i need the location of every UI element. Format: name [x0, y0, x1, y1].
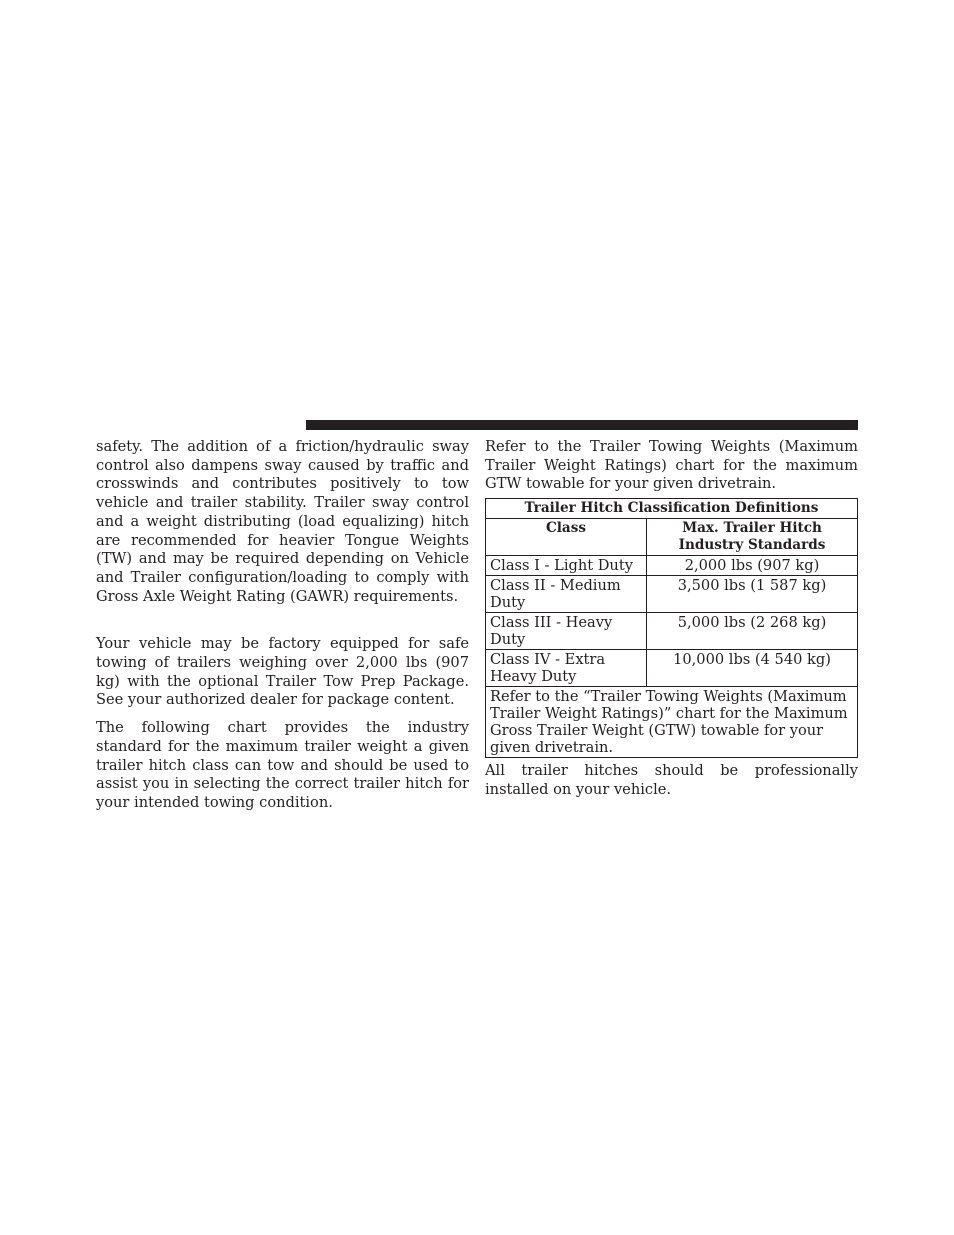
paragraph-professional-install: All trailer hitches should be professionally installed on your vehicle. [485, 762, 858, 798]
max-weight-cell: 10,000 lbs (4 540 kg) [647, 650, 858, 687]
max-weight-cell: 3,500 lbs (1 587 kg) [647, 576, 858, 613]
table-title-row [486, 499, 858, 519]
header-bar [306, 420, 858, 430]
paragraph-sway-control: safety. The addition of a friction/hydraulic sway control also dampens sway caused by traffic and crosswinds and contributes positively to tow vehicle and trailer stability. Trailer sway control and a weight distributing (load equalizing) hitch are recommended for heavier Tongue Weights (TW) and may be required depending on Vehicle and Trailer configuration/loading to comply with Gross Axle Weight Rating (GAWR) requirements. [96, 438, 469, 605]
left-column [96, 438, 469, 813]
column-header-max: Max. Trailer Hitch Industry Standards [647, 519, 858, 556]
class-cell: Class I - Light Duty [486, 556, 647, 576]
class-cell: Class III - Heavy Duty [486, 613, 647, 650]
max-weight-cell: 5,000 lbs (2 268 kg) [647, 613, 858, 650]
table-note-row [486, 687, 858, 758]
class-cell: Class IV - Extra Heavy Duty [486, 650, 647, 687]
paragraph-refer-chart: Refer to the Trailer Towing Weights (Maximum Trailer Weight Ratings) chart for the maximum GTW towable for your given drivetrain. [485, 438, 858, 493]
table-header-row [486, 519, 858, 556]
class-cell: Class II - Medium Duty [486, 576, 647, 613]
table-note: Refer to the “Trailer Towing Weights (Maximum Trailer Weight Ratings)” chart for the Maximum Gross Trailer Weight (GTW) towable for your given drivetrain. [486, 687, 858, 758]
right-column [485, 438, 858, 800]
table-row [486, 556, 858, 576]
table-row [486, 576, 858, 613]
table-row [486, 650, 858, 687]
table-row [486, 613, 858, 650]
paragraph-chart-intro: The following chart provides the industry standard for the maximum trailer weight a given trailer hitch class can tow and should be used to assist you in selecting the correct trailer hitch for your intended towing condition. [96, 719, 469, 811]
paragraph-tow-package: Your vehicle may be factory equipped for safe towing of trailers weighing over 2,000 lbs (907 kg) with the optional Trailer Tow Prep Package. See your authorized dealer for package content. [96, 635, 469, 709]
column-header-class: Class [486, 519, 647, 556]
hitch-classification-table [485, 498, 858, 758]
table-title: Trailer Hitch Classification Definitions [486, 499, 858, 519]
max-weight-cell: 2,000 lbs (907 kg) [647, 556, 858, 576]
